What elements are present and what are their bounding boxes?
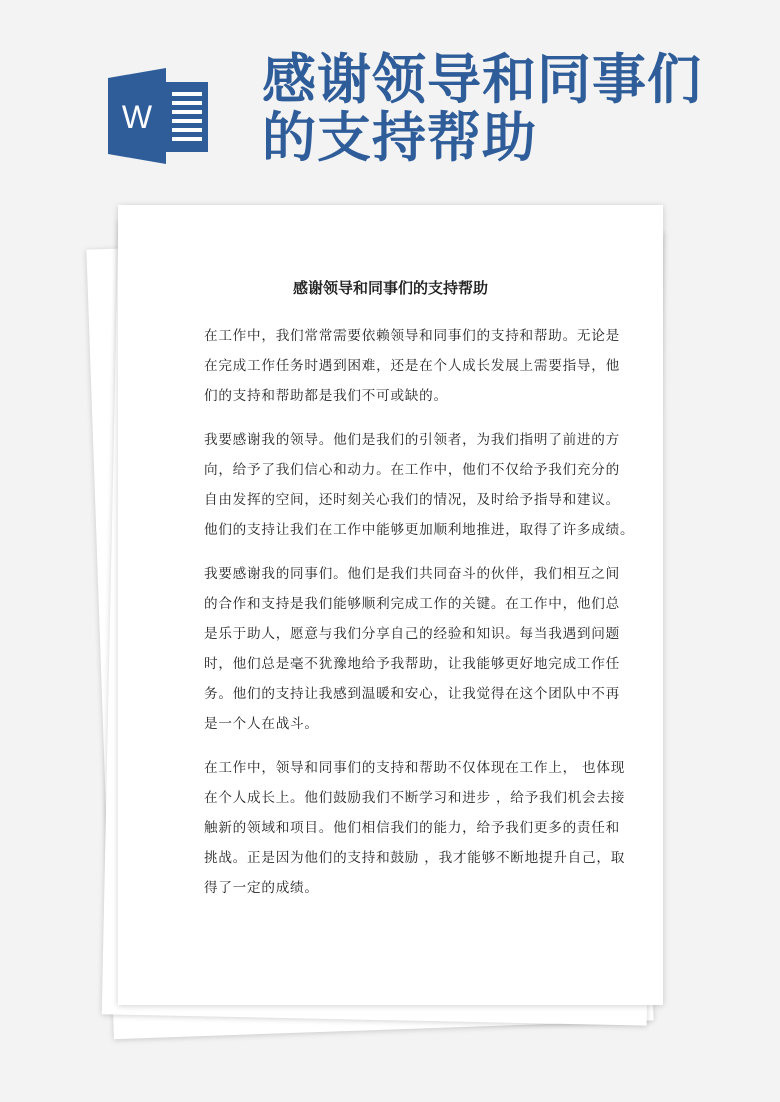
text-line: 向，给予了我们信心和动力。在工作中，他们不仅给予我们充分的 (204, 462, 620, 478)
text-line: 他们的支持让我们在工作中能够更加顺利地推进，取得了许多成绩。 (204, 522, 635, 538)
text-line: 我要感谢我的领导。他们是我们的引领者，为我们指明了前进的方 (204, 432, 620, 448)
text-line: 是一个人在战斗。 (204, 716, 319, 732)
paragraph (204, 753, 624, 903)
paragraph (204, 321, 624, 411)
text-line: 的合作和支持是我们能够顺利完成工作的关键。在工作中，他们总 (204, 596, 620, 612)
text-line: 我要感谢我的同事们。他们是我们共同奋斗的伙伴，我们相互之间 (204, 566, 620, 582)
text-line: 得了一定的成绩。 (204, 880, 319, 896)
hero-title (262, 47, 702, 169)
word-icon-letter: W (121, 99, 153, 135)
text-line: 在完成工作任务时遇到困难，还是在个人成长发展上需要指导，他 (204, 358, 620, 374)
word-document-icon (108, 68, 208, 164)
text-line: 在个人成长上。他们鼓励我们不断学习和进步 ，给予我们机会去接 (204, 790, 626, 806)
text-line: 时，他们总是毫不犹豫地给予我帮助，让我能够更好地完成工作任 (204, 656, 620, 672)
text-line: 们的支持和帮助都是我们不可或缺的。 (204, 388, 448, 404)
hero-title-line-1: 感谢领导和同事们 (262, 47, 702, 111)
text-line: 务。他们的支持让我感到温暖和安心，让我觉得在这个团队中不再 (204, 686, 620, 702)
text-line: 是乐于助人，愿意与我们分享自己的经验和知识。每当我遇到问题 (204, 626, 620, 642)
paragraph (204, 425, 635, 545)
hero-title-line-2: 的支持帮助 (262, 105, 537, 169)
text-line: 在工作中，领导和同事们的支持和帮助不仅体现在工作上， 也体现 (204, 760, 626, 776)
text-line: 挑战。正是因为他们的支持和鼓励 ，我才能够不断地提升自己，取 (204, 850, 626, 866)
text-line: 自由发挥的空间，还时刻关心我们的情况，及时给予指导和建议。 (204, 492, 620, 508)
document-title: 感谢领导和同事们的支持帮助 (292, 279, 488, 297)
text-line: 在工作中，我们常常需要依赖领导和同事们的支持和帮助。无论是 (204, 328, 620, 344)
document-body (204, 321, 635, 917)
document-page (118, 205, 663, 1005)
text-line: 触新的领域和项目。他们相信我们的能力，给予我们更多的责任和 (204, 820, 620, 836)
paragraph (204, 559, 624, 739)
